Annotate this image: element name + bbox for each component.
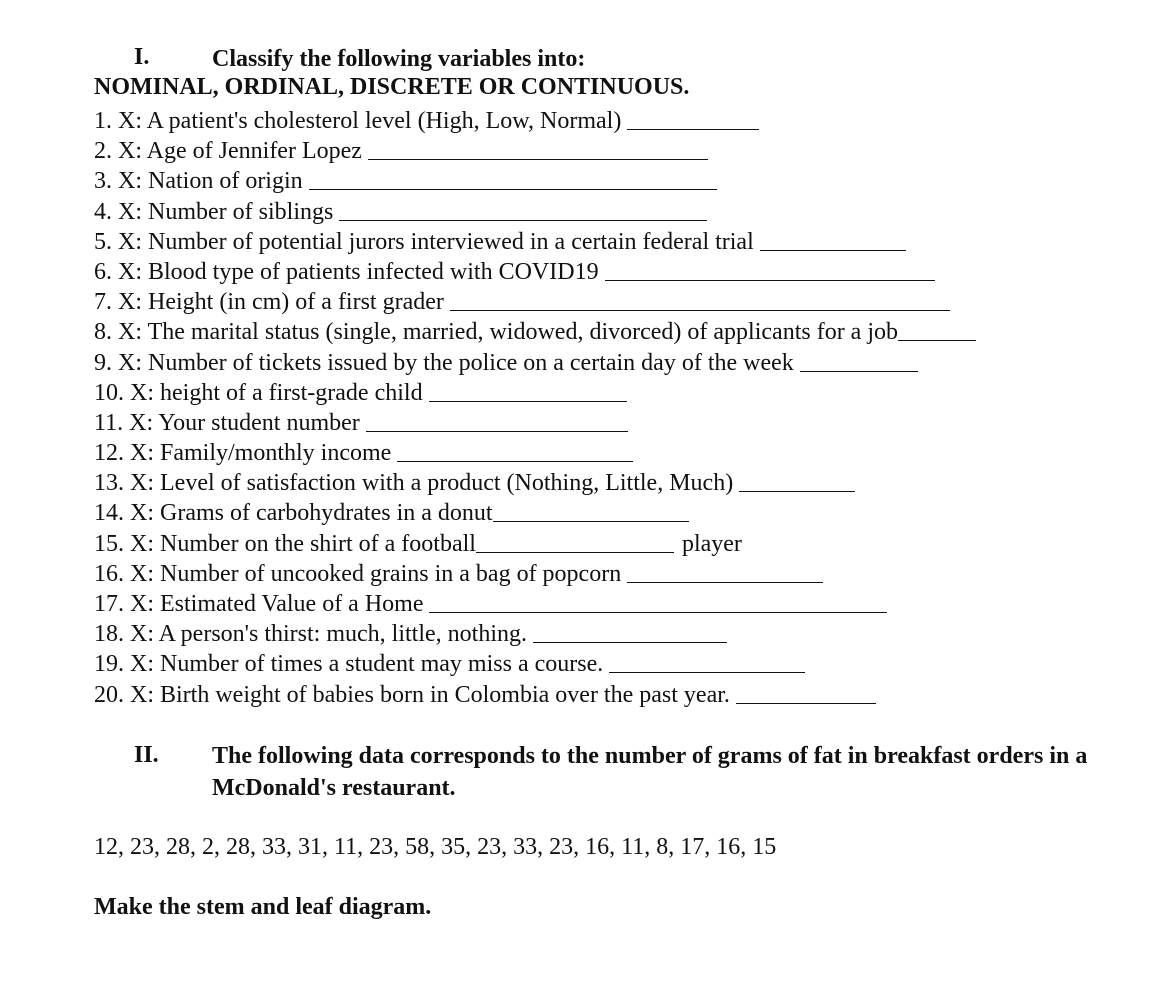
list-item [94,287,976,317]
answer-blank[interactable] [339,202,707,221]
stem-leaf-instruction: Make the stem and leaf diagram. [94,894,432,920]
list-item [94,136,976,166]
item-text: 10. X: height of a first-grade child [94,379,423,406]
item-text: 13. X: Level of satisfaction with a product (Nothing, Little, Much) [94,470,734,497]
item-text: 14. X: Grams of carbohydrates in a donut [94,500,493,527]
list-item [94,197,976,227]
answer-blank[interactable] [429,383,627,402]
item-text: 5. X: Number of potential jurors interviewed in a certain federal trial [94,228,754,255]
item-text: 9. X: Number of tickets issued by the police on a certain day of the week [94,349,794,376]
item-text: 1. X: A patient's cholesterol level (High, Low, Normal) [94,108,622,134]
item-text: 7. X: Height (in cm) of a first grader [94,289,444,316]
list-item [94,559,976,589]
item-text: 8. X: The marital status (single, married, widowed, divorced) of applicants for a job [94,319,898,346]
list-item [94,378,976,408]
item-text: 12. X: Family/monthly income [94,440,392,467]
list-item [94,257,976,287]
item-text: 15. X: Number on the shirt of a football [94,530,476,557]
answer-blank[interactable] [760,232,906,251]
answer-blank[interactable] [739,473,855,492]
list-item [94,438,976,468]
list-item [94,468,976,498]
answer-blank[interactable] [429,594,887,613]
answer-blank[interactable] [736,685,876,704]
item-text: 17. X: Estimated Value of a Home [94,591,424,617]
answer-blank[interactable] [898,322,976,341]
answer-blank[interactable] [533,624,727,643]
answer-blank[interactable] [309,171,717,190]
item-text: 11. X: Your student number [94,409,360,436]
item-text: 16. X: Number of uncooked grains in a bag of popcorn [94,560,622,587]
section-1-subheading: NOMINAL, ORDINAL, DISCRETE OR CONTINUOUS. [94,74,690,100]
answer-blank[interactable] [450,292,950,311]
answer-blank[interactable] [609,654,805,673]
answer-blank[interactable] [627,111,759,130]
item-text: 3. X: Nation of origin [94,168,303,195]
answer-blank[interactable] [800,353,918,372]
item-text: 4. X: Number of siblings [94,198,334,225]
item-text: 2. X: Age of Jennifer Lopez [94,138,362,165]
section-1-numeral: I. [134,44,150,70]
section-2-title: The following data corresponds to the number of grams of fat in breakfast orders in a McDonald's restaurant. [212,743,1088,801]
list-item [94,408,976,438]
answer-blank[interactable] [493,503,689,522]
list-item [94,529,976,559]
variable-list [94,106,976,710]
answer-blank[interactable] [605,262,935,281]
list-item [94,619,976,649]
list-item [94,498,976,528]
list-item [94,317,976,347]
item-text: 19. X: Number of times a student may miss a course. [94,651,604,678]
list-item [94,227,976,257]
list-item [94,680,976,710]
list-item [94,166,976,196]
answer-blank[interactable] [397,443,633,462]
list-item [94,348,976,378]
item-text: 18. X: A person's thirst: much, little, nothing. [94,621,527,648]
fat-grams-data: 12, 23, 28, 2, 28, 33, 31, 11, 23, 58, 35, 23, 33, 23, 16, 11, 8, 17, 16, 15 [94,834,777,860]
answer-blank[interactable] [366,413,628,432]
section-2-numeral: II. [134,742,159,768]
answer-blank[interactable] [368,141,708,160]
list-item [94,589,976,619]
item-text: 20. X: Birth weight of babies born in Colombia over the past year. [94,681,730,708]
item-text: 6. X: Blood type of patients infected with COVID19 [94,258,599,285]
section-1-heading: Classify the following variables into: [212,46,586,72]
list-item [94,106,976,136]
answer-blank[interactable] [476,534,674,553]
item-trailing-text: player [681,530,742,557]
answer-blank[interactable] [627,564,823,583]
list-item [94,649,976,679]
